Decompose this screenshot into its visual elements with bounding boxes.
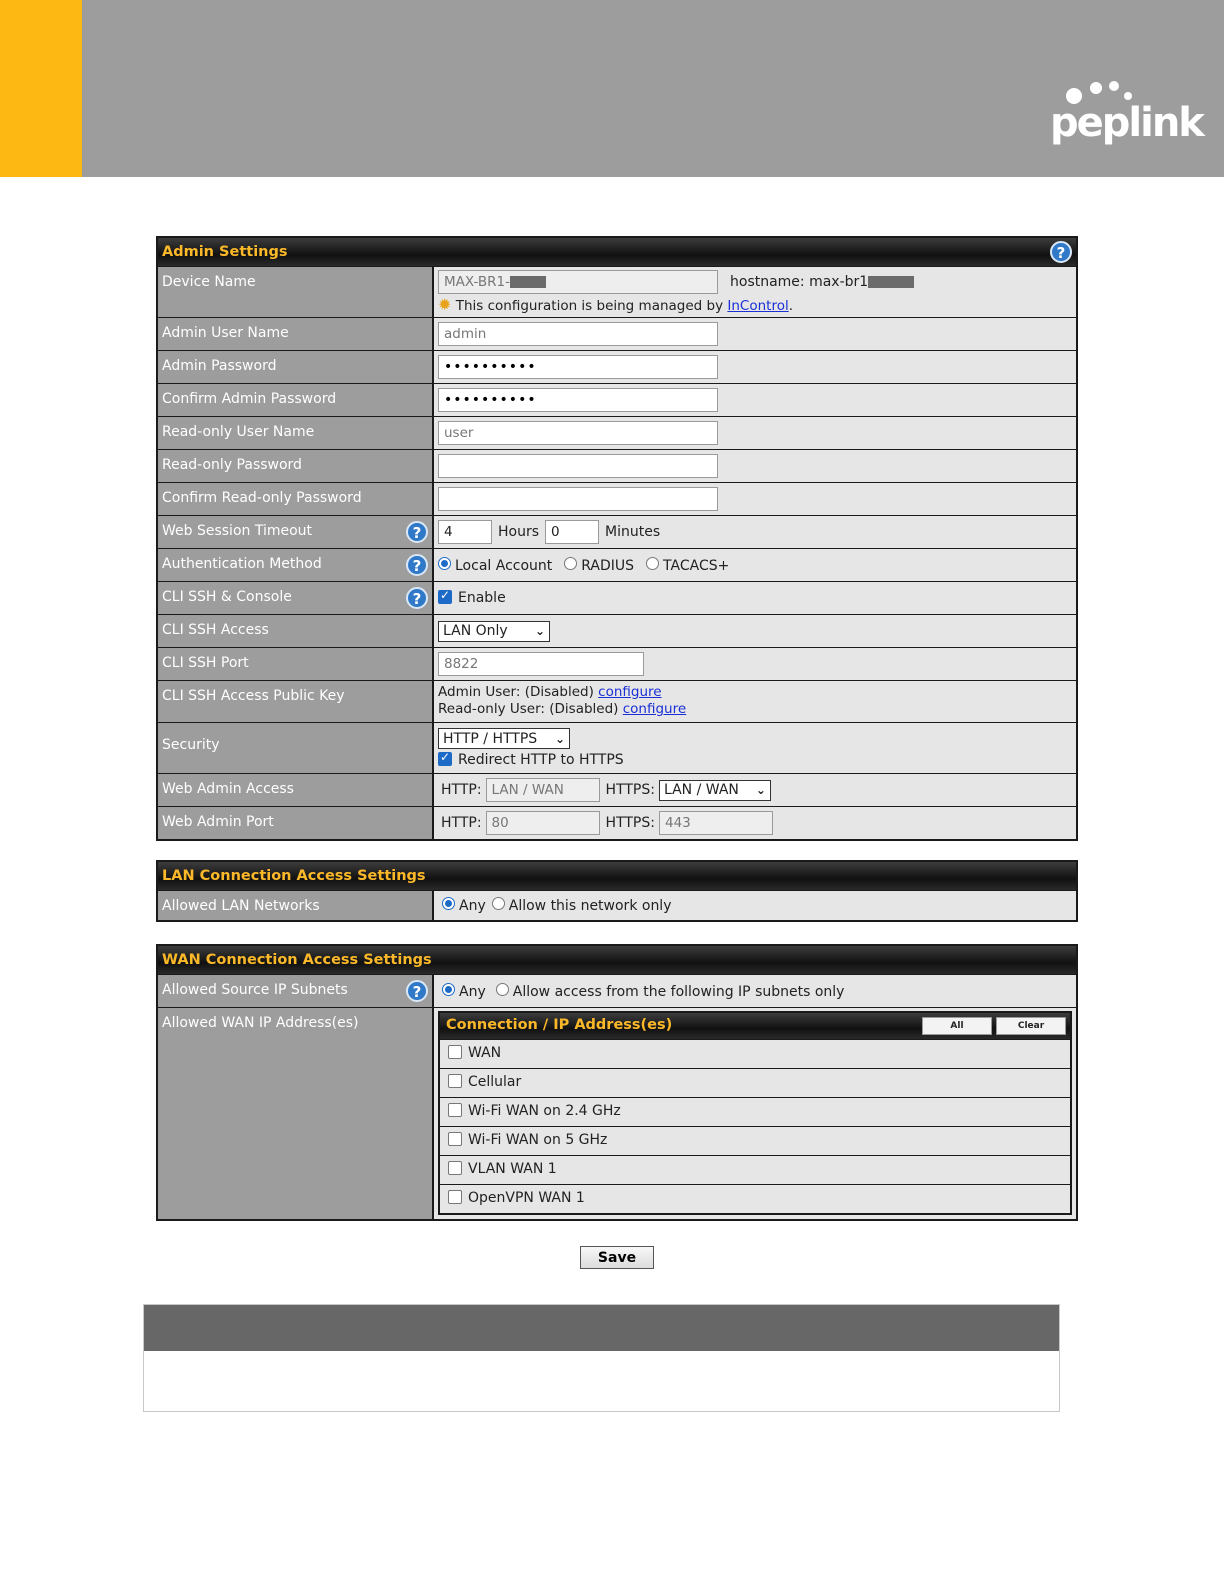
help-icon[interactable]: ? xyxy=(406,521,428,543)
wan-access-panel xyxy=(156,944,1078,1221)
list-item-label: Cellular xyxy=(468,1074,522,1090)
auth-tacacs-label: TACACS+ xyxy=(663,557,730,574)
web-admin-port-label: Web Admin Port xyxy=(158,807,434,839)
device-name-label: Device Name xyxy=(158,267,434,317)
managed-notice xyxy=(438,295,1072,314)
cli-ssh-key-label: CLI SSH Access Public Key xyxy=(158,681,434,722)
row-cli-ssh-access xyxy=(158,614,1076,647)
minutes-input[interactable]: 0 xyxy=(545,520,599,544)
list-item[interactable] xyxy=(440,1155,1070,1184)
subnet-any-label: Any xyxy=(459,983,486,1000)
confirm-readonly-password-input[interactable] xyxy=(438,487,718,511)
list-item-label: VLAN WAN 1 xyxy=(468,1161,557,1177)
web-port-https-label: HTTPS: xyxy=(605,815,655,831)
configure-admin-link[interactable]: configure xyxy=(598,684,662,700)
readonly-password-input[interactable] xyxy=(438,454,718,478)
help-icon[interactable]: ? xyxy=(406,554,428,576)
device-name-value: MAX-BR1- xyxy=(444,274,510,290)
wan-access-title: WAN Connection Access Settings xyxy=(162,952,432,968)
connection-table-header xyxy=(440,1013,1070,1039)
auth-radius-option[interactable] xyxy=(564,557,634,574)
cli-enable-checkbox[interactable] xyxy=(438,590,452,604)
web-port-http-input[interactable]: 80 xyxy=(486,811,600,835)
chevron-down-icon: ⌄ xyxy=(554,731,565,746)
gear-icon: ✹ xyxy=(438,295,452,314)
banner-accent xyxy=(0,0,82,177)
peplink-logo xyxy=(1050,80,1203,160)
subnet-any-option[interactable] xyxy=(442,983,486,1000)
redacted-hostname xyxy=(868,276,914,288)
allowed-lan-label: Allowed LAN Networks xyxy=(158,891,434,920)
cli-ssh-port-label: CLI SSH Port xyxy=(158,648,434,680)
authentication-method-label xyxy=(158,549,434,581)
redacted-text xyxy=(510,276,546,288)
note-box-header xyxy=(144,1305,1059,1351)
security-select[interactable] xyxy=(438,728,570,749)
list-item[interactable] xyxy=(440,1068,1070,1097)
save-button[interactable]: Save xyxy=(580,1246,654,1269)
managed-end: . xyxy=(788,298,794,314)
radio-radius[interactable] xyxy=(564,557,577,570)
lan-access-title: LAN Connection Access Settings xyxy=(162,868,426,884)
auth-tacacs-option[interactable] xyxy=(646,557,729,574)
cli-enable-label: Enable xyxy=(458,590,506,606)
row-readonly-user xyxy=(158,416,1076,449)
chevron-down-icon: ⌄ xyxy=(755,783,766,797)
row-admin-password xyxy=(158,350,1076,383)
row-cli-ssh-key xyxy=(158,680,1076,722)
lan-any-label: Any xyxy=(459,898,486,914)
cli-enable-option[interactable] xyxy=(438,590,506,606)
wan-access-header xyxy=(158,946,1076,974)
openvpn-wan-checkbox[interactable] xyxy=(448,1190,462,1204)
web-access-https-select[interactable] xyxy=(659,780,771,801)
list-item-label: Wi-Fi WAN on 2.4 GHz xyxy=(468,1103,621,1119)
web-admin-access-label: Web Admin Access xyxy=(158,774,434,806)
lan-access-panel xyxy=(156,860,1078,922)
row-security xyxy=(158,722,1076,773)
admin-settings-title: Admin Settings xyxy=(162,244,288,260)
radio-lan-this[interactable] xyxy=(492,897,505,910)
help-icon[interactable]: ? xyxy=(1050,241,1072,263)
cli-ssh-console-text: CLI SSH & Console xyxy=(162,589,292,605)
clear-button[interactable]: Clear xyxy=(996,1017,1066,1035)
cellular-checkbox[interactable] xyxy=(448,1074,462,1088)
radio-tacacs[interactable] xyxy=(646,557,659,570)
minutes-label: Minutes xyxy=(605,524,661,540)
row-admin-user xyxy=(158,317,1076,350)
web-access-https-label: HTTPS: xyxy=(605,782,655,798)
incontrol-link[interactable]: InControl xyxy=(727,298,789,314)
row-readonly-password xyxy=(158,449,1076,482)
vlan-wan-checkbox[interactable] xyxy=(448,1161,462,1175)
web-port-http-label: HTTP: xyxy=(441,815,482,831)
lan-access-header xyxy=(158,862,1076,890)
allowed-subnets-text: Allowed Source IP Subnets xyxy=(162,982,348,998)
auth-local-option[interactable] xyxy=(438,557,552,574)
subnet-specific-label: Allow access from the following IP subnets only xyxy=(512,983,845,1000)
help-icon[interactable]: ? xyxy=(406,980,428,1002)
list-item-label: Wi-Fi WAN on 5 GHz xyxy=(468,1132,608,1148)
wifi-5-checkbox[interactable] xyxy=(448,1132,462,1146)
web-session-timeout-text: Web Session Timeout xyxy=(162,523,313,539)
web-access-http-label: HTTP: xyxy=(441,782,482,798)
list-item-label: WAN xyxy=(468,1045,502,1061)
confirm-readonly-password-label: Confirm Read-only Password xyxy=(158,483,434,515)
hours-input[interactable]: 4 xyxy=(438,520,492,544)
admin-user-input[interactable]: admin xyxy=(438,322,718,346)
redirect-label: Redirect HTTP to HTTPS xyxy=(458,752,624,768)
list-item[interactable] xyxy=(440,1126,1070,1155)
admin-settings-panel xyxy=(156,236,1078,841)
row-confirm-readonly-password xyxy=(158,482,1076,515)
cli-key-readonly-text: Read-only User: (Disabled) xyxy=(438,701,619,717)
admin-user-label: Admin User Name xyxy=(158,318,434,350)
device-name-input[interactable] xyxy=(438,270,718,294)
radio-subnet-any[interactable] xyxy=(442,983,455,996)
allowed-subnets-label xyxy=(158,975,434,1007)
hostname-text xyxy=(730,274,914,290)
row-web-admin-access xyxy=(158,773,1076,806)
row-cli-ssh-port xyxy=(158,647,1076,680)
hours-label: Hours xyxy=(498,524,540,540)
note-box xyxy=(143,1304,1060,1412)
admin-settings-header xyxy=(158,238,1076,266)
wifi-24-checkbox[interactable] xyxy=(448,1103,462,1117)
row-allowed-wan-ip xyxy=(158,1007,1076,1219)
confirm-admin-password-input[interactable]: •••••••••• xyxy=(438,388,718,412)
cli-key-readonly xyxy=(438,701,686,718)
select-all-button[interactable]: All xyxy=(922,1017,992,1035)
lan-this-network-option[interactable] xyxy=(492,897,672,914)
confirm-admin-password-label: Confirm Admin Password xyxy=(158,384,434,416)
list-item[interactable] xyxy=(440,1039,1070,1068)
radio-local[interactable] xyxy=(438,557,451,570)
radio-lan-any[interactable] xyxy=(442,897,455,910)
list-item[interactable] xyxy=(440,1184,1070,1213)
readonly-user-label: Read-only User Name xyxy=(158,417,434,449)
wan-checkbox[interactable] xyxy=(448,1045,462,1059)
logo-text: peplink xyxy=(1050,100,1203,146)
admin-password-label: Admin Password xyxy=(158,351,434,383)
cli-ssh-access-label: CLI SSH Access xyxy=(158,615,434,647)
row-web-admin-port xyxy=(158,806,1076,839)
row-web-session-timeout xyxy=(158,515,1076,548)
allowed-wan-ip-label: Allowed WAN IP Address(es) xyxy=(158,1008,434,1219)
admin-password-input[interactable]: •••••••••• xyxy=(438,355,718,379)
web-access-https-value: LAN / WAN xyxy=(663,782,739,798)
radio-subnet-specific[interactable] xyxy=(496,983,509,996)
row-confirm-admin-password xyxy=(158,383,1076,416)
cli-key-admin-text: Admin User: (Disabled) xyxy=(438,684,594,700)
connection-table-title: Connection / IP Address(es) xyxy=(446,1017,673,1033)
row-device-name xyxy=(158,266,1076,317)
row-allowed-lan xyxy=(158,890,1076,920)
redirect-option[interactable] xyxy=(438,752,624,768)
configure-readonly-link[interactable]: configure xyxy=(622,701,687,717)
help-icon[interactable]: ? xyxy=(406,587,428,609)
readonly-user-input[interactable]: user xyxy=(438,421,718,445)
lan-this-label: Allow this network only xyxy=(508,898,672,914)
web-access-http-input: LAN / WAN xyxy=(486,778,600,802)
cli-ssh-access-select[interactable] xyxy=(438,621,550,642)
authentication-method-text: Authentication Method xyxy=(162,556,322,572)
chevron-down-icon: ⌄ xyxy=(534,624,545,638)
cli-ssh-port-input[interactable]: 8822 xyxy=(438,652,644,676)
list-item-label: OpenVPN WAN 1 xyxy=(468,1190,585,1206)
connection-table xyxy=(438,1011,1072,1215)
hostname-value: hostname: max-br1 xyxy=(730,274,869,290)
subnet-specific-option[interactable] xyxy=(496,983,845,1000)
cli-ssh-console-label xyxy=(158,582,434,614)
web-port-https-input[interactable]: 443 xyxy=(659,811,773,835)
redirect-checkbox[interactable] xyxy=(438,752,452,766)
security-label: Security xyxy=(158,723,434,773)
page-banner xyxy=(0,0,1224,177)
row-authentication-method xyxy=(158,548,1076,581)
list-item[interactable] xyxy=(440,1097,1070,1126)
row-allowed-subnets xyxy=(158,974,1076,1007)
auth-radius-label: RADIUS xyxy=(581,557,635,574)
web-session-timeout-label xyxy=(158,516,434,548)
security-value: HTTP / HTTPS xyxy=(443,730,538,747)
cli-ssh-access-value: LAN Only xyxy=(443,623,508,639)
readonly-password-label: Read-only Password xyxy=(158,450,434,482)
managed-text: This configuration is being managed by xyxy=(455,298,724,314)
auth-local-label: Local Account xyxy=(455,557,553,574)
lan-any-option[interactable] xyxy=(442,897,486,914)
cli-key-admin xyxy=(438,684,662,701)
row-cli-ssh-console xyxy=(158,581,1076,614)
